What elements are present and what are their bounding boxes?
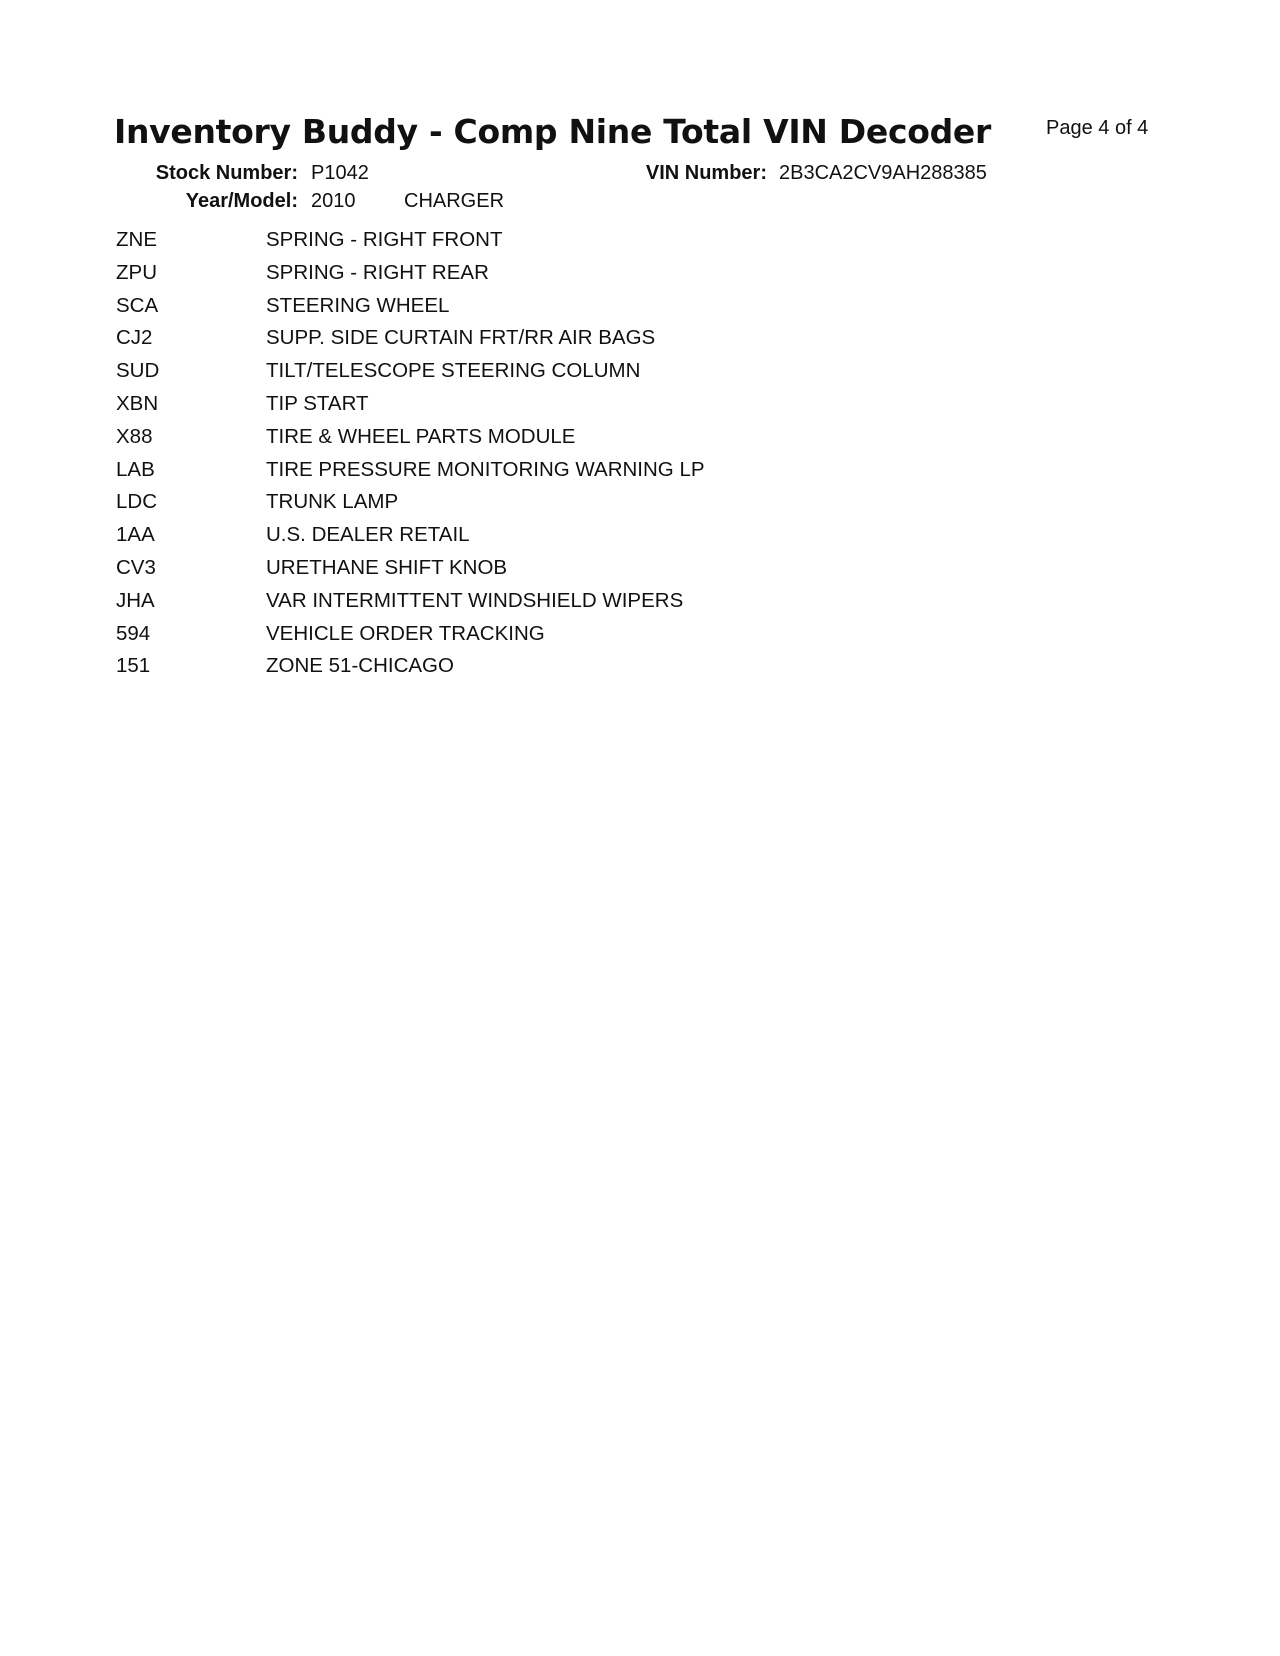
list-item (116, 458, 1016, 491)
list-item (116, 490, 1016, 523)
list-item (116, 425, 1016, 458)
page-title: Inventory Buddy - Comp Nine Total VIN Decoder (114, 112, 991, 151)
stock-number-label: Stock Number: (155, 162, 298, 184)
list-item (116, 261, 1016, 294)
option-code: SCA (116, 293, 159, 317)
option-description: STEERING WHEEL (266, 293, 450, 317)
page-number: Page 4 of 4 (1046, 117, 1149, 139)
option-code: JHA (116, 588, 155, 612)
list-item (116, 294, 1016, 327)
option-code: 151 (116, 654, 151, 678)
option-description: VAR INTERMITTENT WINDSHIELD WIPERS (266, 588, 684, 612)
option-code: LAB (116, 457, 155, 481)
list-item (116, 622, 1016, 655)
list-item (116, 326, 1016, 359)
list-item (116, 654, 1016, 687)
option-description: TILT/TELESCOPE STEERING COLUMN (266, 359, 641, 383)
option-description: ZONE 51-CHICAGO (266, 654, 454, 678)
option-code: CJ2 (116, 326, 153, 350)
option-code: 594 (116, 621, 151, 645)
option-description: TIRE PRESSURE MONITORING WARNING LP (266, 457, 705, 481)
option-description: TIRE & WHEEL PARTS MODULE (266, 424, 576, 448)
option-code: ZNE (116, 228, 157, 251)
year-value: 2010 (311, 190, 356, 212)
option-description: TRUNK LAMP (266, 490, 399, 514)
vin-number-label: VIN Number: (645, 162, 767, 184)
list-item (116, 523, 1016, 556)
option-code: X88 (116, 424, 153, 448)
model-value: CHARGER (404, 190, 505, 212)
option-description: VEHICLE ORDER TRACKING (266, 621, 545, 645)
option-description: TIP START (266, 391, 369, 415)
list-item (116, 556, 1016, 589)
year-model-label: Year/Model: (185, 190, 298, 212)
option-code: 1AA (116, 523, 155, 547)
option-code: ZPU (116, 260, 157, 284)
list-item (116, 228, 1016, 261)
option-code: SUD (116, 359, 160, 383)
option-description: SPRING - RIGHT REAR (266, 260, 489, 284)
list-item (116, 392, 1016, 425)
stock-number-value: P1042 (311, 162, 369, 184)
option-code-list (116, 228, 1016, 687)
option-code: LDC (116, 490, 158, 514)
option-description: U.S. DEALER RETAIL (266, 523, 470, 547)
option-description: SPRING - RIGHT FRONT (266, 228, 503, 251)
list-item (116, 589, 1016, 622)
option-code: XBN (116, 391, 159, 415)
vin-number-value: 2B3CA2CV9AH288385 (779, 162, 987, 184)
list-item (116, 359, 1016, 392)
option-code: CV3 (116, 555, 156, 579)
option-description: SUPP. SIDE CURTAIN FRT/RR AIR BAGS (266, 326, 656, 350)
option-description: URETHANE SHIFT KNOB (266, 555, 508, 579)
